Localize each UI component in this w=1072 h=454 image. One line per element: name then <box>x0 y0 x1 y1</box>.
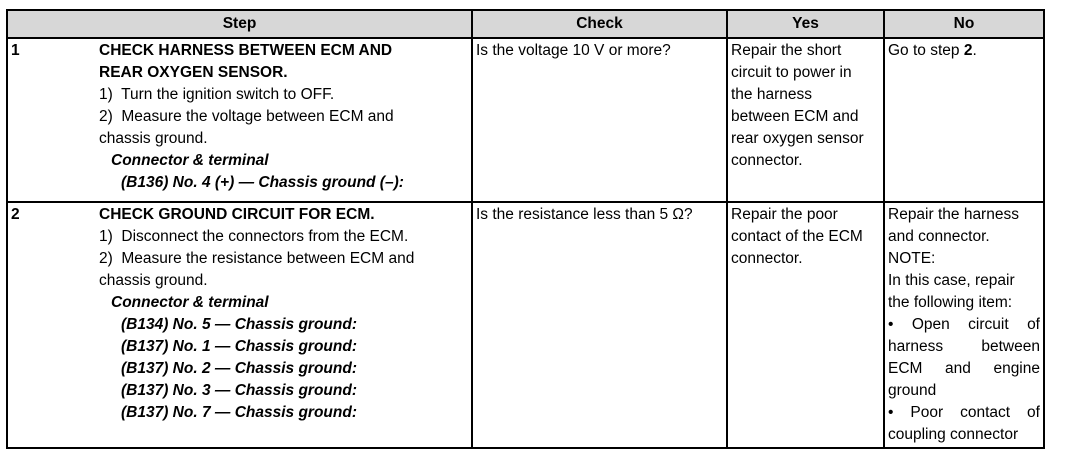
diagnostic-table <box>6 9 1045 449</box>
terminal-line: (B134) No. 5 — Chassis ground: <box>121 316 357 333</box>
terminal-line: (B137) No. 1 — Chassis ground: <box>121 338 357 355</box>
no-text-prefix: Go to step <box>888 42 964 59</box>
yes-line: Repair the short <box>731 42 842 59</box>
yes-line: contact of the ECM <box>731 228 863 245</box>
yes-line: Repair the poor <box>731 206 838 223</box>
no-line: NOTE: <box>888 250 936 267</box>
header-row <box>7 10 1044 38</box>
procedure-line: 2) Measure the voltage between ECM and <box>99 108 394 125</box>
check-cell: Is the resistance less than 5 Ω? <box>472 202 727 448</box>
step-title-line: CHECK HARNESS BETWEEN ECM AND <box>99 42 393 59</box>
yes-line: connector. <box>731 250 803 267</box>
yes-line: circuit to power in <box>731 64 852 81</box>
step-number: 2 <box>7 202 96 448</box>
no-line: and connector. <box>888 228 990 245</box>
procedure-line: 2) Measure the resistance between ECM and <box>99 250 415 267</box>
no-step-ref: 2 <box>963 42 973 59</box>
no-line: coupling connector <box>888 426 1019 443</box>
header-step: Step <box>7 10 472 38</box>
check-cell: Is the voltage 10 V or more? <box>472 38 727 202</box>
no-line: the following item: <box>888 294 1013 311</box>
no-cell <box>884 38 1044 202</box>
connector-heading: Connector & terminal <box>111 294 269 311</box>
procedure-line: chassis ground. <box>99 272 208 289</box>
step-description <box>96 38 472 202</box>
table-row <box>7 38 1044 202</box>
procedure-line: chassis ground. <box>99 130 208 147</box>
procedure-line: 1) Turn the ignition switch to OFF. <box>99 86 335 103</box>
yes-line: the harness <box>731 86 812 103</box>
yes-cell <box>727 38 884 202</box>
yes-line: between ECM and <box>731 108 859 125</box>
terminal-line: (B136) No. 4 (+) — Chassis ground (–): <box>121 174 404 191</box>
step-title-line: REAR OXYGEN SENSOR. <box>99 64 288 81</box>
header-yes: Yes <box>727 10 884 38</box>
step-description <box>96 202 472 448</box>
terminal-line: (B137) No. 3 — Chassis ground: <box>121 382 357 399</box>
header-check: Check <box>472 10 727 38</box>
procedure-line: 1) Disconnect the connectors from the ECM. <box>99 228 409 245</box>
no-line: ground <box>888 382 937 399</box>
no-line: • Open circuit of <box>888 316 1040 333</box>
no-line: • Poor contact of <box>888 404 1040 421</box>
terminal-line: (B137) No. 7 — Chassis ground: <box>121 404 357 421</box>
terminal-line: (B137) No. 2 — Chassis ground: <box>121 360 357 377</box>
no-text-suffix: . <box>972 42 977 59</box>
connector-heading: Connector & terminal <box>111 152 269 169</box>
no-cell <box>884 202 1044 448</box>
no-line: In this case, repair <box>888 272 1015 289</box>
header-no: No <box>884 10 1044 38</box>
no-line: harness between <box>888 338 1040 355</box>
yes-line: rear oxygen sensor <box>731 130 864 147</box>
no-line: ECM and engine <box>888 360 1040 377</box>
table-row <box>7 202 1044 448</box>
step-number: 1 <box>7 38 96 202</box>
yes-cell <box>727 202 884 448</box>
step-title-line: CHECK GROUND CIRCUIT FOR ECM. <box>99 206 375 223</box>
yes-line: connector. <box>731 152 803 169</box>
no-line: Repair the harness <box>888 206 1019 223</box>
